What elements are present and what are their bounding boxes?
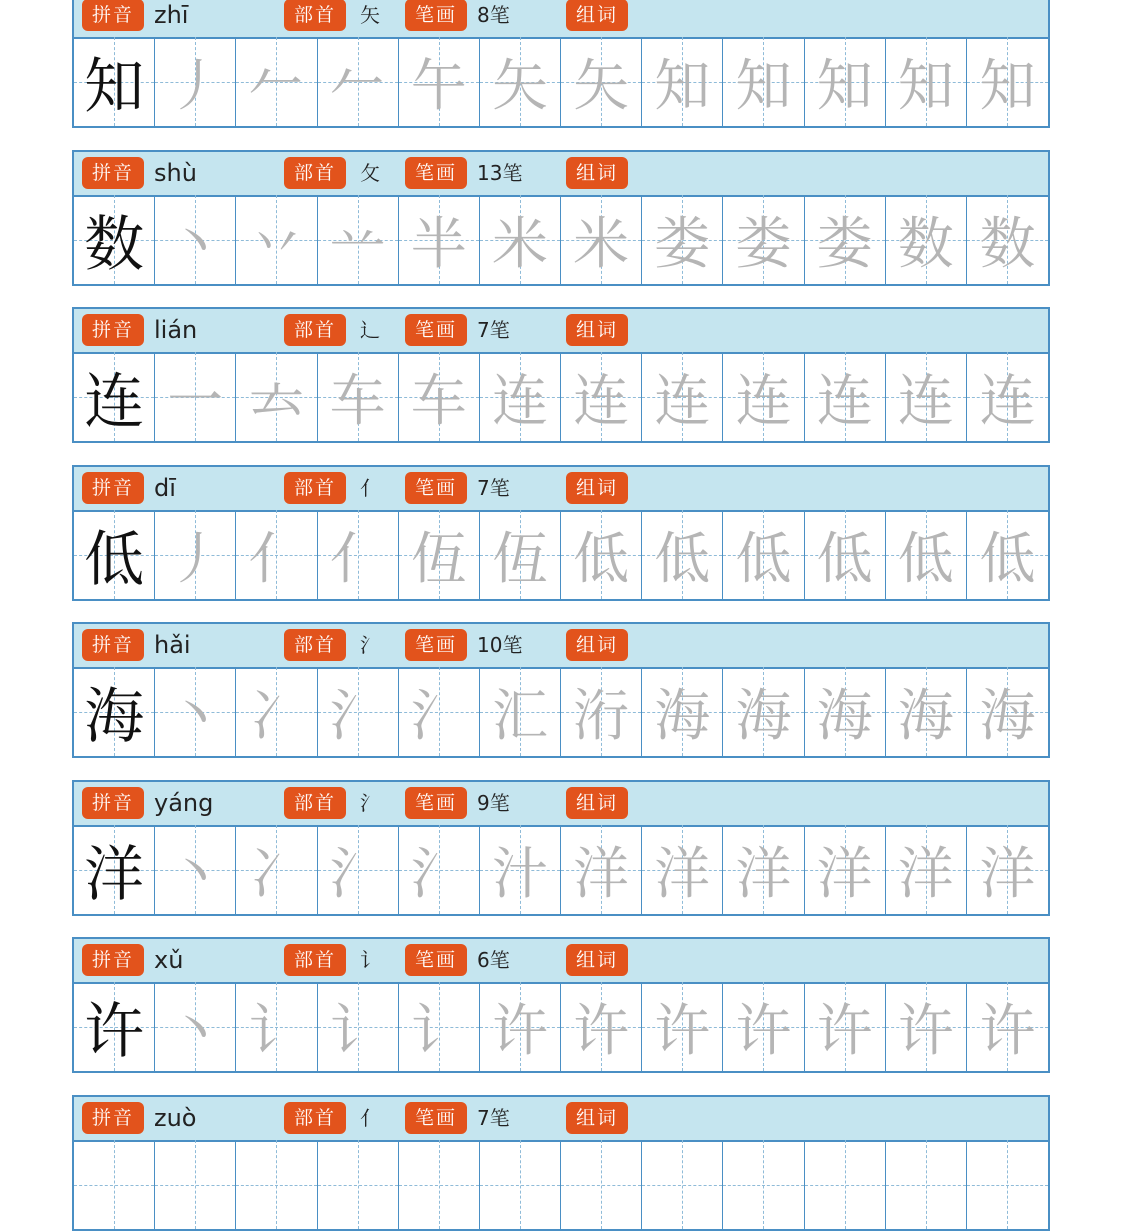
stroke-step-cell — [805, 667, 886, 756]
stroke-step-cell — [318, 195, 399, 284]
stroke-step-cell — [480, 510, 561, 599]
pinyin-tag: 拼音 — [82, 0, 144, 31]
stroke-step-cell — [886, 195, 967, 284]
main-character: 许 — [84, 996, 145, 1067]
stroke-step: 汁 — [491, 841, 548, 907]
pinyin-value: zhī — [154, 1, 189, 29]
stroke-step: 海 — [979, 683, 1036, 749]
stroke-step: 米 — [573, 211, 630, 277]
stroke-step-cell — [399, 37, 480, 126]
strokes-tag: 笔画 — [405, 1102, 467, 1134]
stroke-step-cell — [399, 825, 480, 914]
stroke-step-cell — [480, 825, 561, 914]
pinyin-value: hǎi — [154, 631, 191, 659]
character-block — [72, 622, 1050, 758]
stroke-step: 连 — [491, 368, 548, 434]
words-tag: 组词 — [566, 314, 628, 346]
stroke-step-cell — [318, 982, 399, 1071]
stroke-step: 丶 — [167, 211, 224, 277]
stroke-step: 讠 — [329, 998, 386, 1064]
stroke-step-cell — [805, 982, 886, 1071]
stroke-step: 𠂉 — [329, 53, 386, 119]
stroke-step-cell — [155, 37, 236, 126]
pinyin-tag: 拼音 — [82, 314, 144, 346]
stroke-step-cell — [236, 1140, 317, 1229]
character-block — [72, 780, 1050, 916]
strokes-value: 10笔 — [477, 633, 523, 657]
stroke-step: 亻 — [329, 526, 386, 592]
main-character: 洋 — [84, 839, 145, 910]
stroke-step: 𠫓 — [248, 368, 305, 434]
pinyin-value: lián — [154, 316, 198, 344]
radical-value: 攵 — [360, 161, 380, 185]
words-tag: 组词 — [566, 944, 628, 976]
stroke-step: 洋 — [816, 841, 873, 907]
stroke-step-cell — [236, 982, 317, 1071]
main-character-cell — [74, 37, 155, 126]
stroke-step-cell — [967, 37, 1048, 126]
words-tag: 组词 — [566, 787, 628, 819]
main-character: 知 — [84, 51, 145, 122]
stroke-step-cell — [561, 1140, 642, 1229]
stroke-step-cell — [236, 352, 317, 441]
block-header — [74, 782, 1048, 827]
stroke-step-cell — [723, 825, 804, 914]
radical-value: 矢 — [360, 3, 380, 27]
practice-grid — [74, 982, 1048, 1071]
stroke-step-cell — [723, 37, 804, 126]
stroke-step: 米 — [491, 211, 548, 277]
stroke-step: 连 — [897, 368, 954, 434]
stroke-step: 冫 — [248, 841, 305, 907]
stroke-step: 矢 — [573, 53, 630, 119]
strokes-tag: 笔画 — [405, 629, 467, 661]
stroke-step-cell — [805, 195, 886, 284]
stroke-step-cell — [886, 1140, 967, 1229]
pinyin-value: dī — [154, 474, 176, 502]
stroke-step-cell — [723, 510, 804, 599]
block-header — [74, 467, 1048, 512]
strokes-tag: 笔画 — [405, 0, 467, 31]
stroke-step-cell — [967, 825, 1048, 914]
stroke-step: 连 — [573, 368, 630, 434]
stroke-step: 数 — [897, 211, 954, 277]
stroke-step-cell — [399, 352, 480, 441]
stroke-step: 氵 — [329, 683, 386, 749]
strokes-value: 7笔 — [477, 476, 510, 500]
pinyin-tag: 拼音 — [82, 472, 144, 504]
stroke-step: 氵 — [410, 683, 467, 749]
stroke-step-cell — [155, 667, 236, 756]
words-tag: 组词 — [566, 629, 628, 661]
stroke-step-cell — [805, 352, 886, 441]
stroke-step-cell — [236, 37, 317, 126]
words-tag: 组词 — [566, 1102, 628, 1134]
main-character-cell — [74, 352, 155, 441]
stroke-step-cell — [155, 352, 236, 441]
stroke-step-cell — [399, 195, 480, 284]
stroke-step: 丶 — [167, 841, 224, 907]
stroke-step: 半 — [410, 211, 467, 277]
strokes-tag: 笔画 — [405, 472, 467, 504]
stroke-step-cell — [399, 1140, 480, 1229]
practice-grid — [74, 195, 1048, 284]
character-block — [72, 150, 1050, 286]
stroke-step: 亻 — [248, 526, 305, 592]
stroke-step-cell — [805, 37, 886, 126]
stroke-step: 海 — [735, 683, 792, 749]
stroke-step: 丿 — [167, 526, 224, 592]
stroke-step-cell — [318, 667, 399, 756]
stroke-step: 洐 — [573, 683, 630, 749]
radical-value: 亻 — [360, 476, 380, 500]
block-header — [74, 309, 1048, 354]
stroke-step-cell — [642, 667, 723, 756]
main-character-cell — [74, 510, 155, 599]
stroke-step: 娄 — [816, 211, 873, 277]
stroke-step: 低 — [654, 526, 711, 592]
stroke-step: 洋 — [735, 841, 792, 907]
radical-value: 亻 — [360, 1106, 380, 1130]
radical-tag: 部首 — [284, 472, 346, 504]
stroke-step-cell — [642, 352, 723, 441]
stroke-step: 低 — [816, 526, 873, 592]
main-character-cell — [74, 195, 155, 284]
stroke-step: 数 — [979, 211, 1036, 277]
stroke-step-cell — [318, 510, 399, 599]
stroke-step-cell — [561, 982, 642, 1071]
stroke-step: 低 — [573, 526, 630, 592]
character-block — [72, 1095, 1050, 1231]
stroke-step-cell — [886, 982, 967, 1071]
stroke-step-cell — [967, 510, 1048, 599]
stroke-step: 海 — [816, 683, 873, 749]
stroke-step: 车 — [329, 368, 386, 434]
practice-grid — [74, 825, 1048, 914]
radical-tag: 部首 — [284, 944, 346, 976]
stroke-step: 洋 — [897, 841, 954, 907]
stroke-step: 连 — [816, 368, 873, 434]
stroke-step: 丿 — [167, 53, 224, 119]
radical-tag: 部首 — [284, 157, 346, 189]
stroke-step: 许 — [654, 998, 711, 1064]
stroke-step-cell — [318, 1140, 399, 1229]
stroke-step-cell — [642, 982, 723, 1071]
pinyin-value: zuò — [154, 1104, 197, 1132]
stroke-step-cell — [723, 667, 804, 756]
stroke-step: 许 — [816, 998, 873, 1064]
pinyin-value: xǔ — [154, 946, 184, 974]
stroke-step-cell — [967, 195, 1048, 284]
stroke-step-cell — [318, 37, 399, 126]
block-header — [74, 939, 1048, 984]
stroke-step-cell — [480, 667, 561, 756]
strokes-value: 13笔 — [477, 161, 523, 185]
stroke-step: 氵 — [410, 841, 467, 907]
strokes-tag: 笔画 — [405, 787, 467, 819]
strokes-tag: 笔画 — [405, 157, 467, 189]
radical-tag: 部首 — [284, 0, 346, 31]
stroke-step-cell — [967, 352, 1048, 441]
strokes-value: 6笔 — [477, 948, 510, 972]
stroke-step-cell — [805, 510, 886, 599]
stroke-step-cell — [155, 510, 236, 599]
stroke-step: 娄 — [735, 211, 792, 277]
stroke-step: 低 — [979, 526, 1036, 592]
character-block — [72, 937, 1050, 1073]
stroke-step: 午 — [410, 53, 467, 119]
stroke-step: 许 — [897, 998, 954, 1064]
block-header — [74, 0, 1048, 39]
stroke-step: 知 — [897, 53, 954, 119]
pinyin-value: shù — [154, 159, 197, 187]
stroke-step: 知 — [654, 53, 711, 119]
radical-tag: 部首 — [284, 629, 346, 661]
words-tag: 组词 — [566, 472, 628, 504]
stroke-step-cell — [723, 352, 804, 441]
stroke-step-cell — [480, 37, 561, 126]
stroke-step: 车 — [410, 368, 467, 434]
stroke-step: 低 — [897, 526, 954, 592]
stroke-step-cell — [155, 1140, 236, 1229]
practice-grid — [74, 37, 1048, 126]
radical-value: 辶 — [360, 318, 380, 342]
stroke-step: 丶 — [167, 683, 224, 749]
stroke-step-cell — [561, 352, 642, 441]
stroke-step-cell — [805, 825, 886, 914]
radical-tag: 部首 — [284, 314, 346, 346]
stroke-step-cell — [642, 37, 723, 126]
practice-grid — [74, 352, 1048, 441]
stroke-step: 洋 — [573, 841, 630, 907]
stroke-step-cell — [236, 510, 317, 599]
stroke-step-cell — [967, 1140, 1048, 1229]
main-character: 连 — [84, 366, 145, 437]
stroke-step: 仾 — [410, 526, 467, 592]
strokes-value: 9笔 — [477, 791, 510, 815]
stroke-step-cell — [642, 1140, 723, 1229]
stroke-step-cell — [886, 352, 967, 441]
pinyin-tag: 拼音 — [82, 1102, 144, 1134]
stroke-step-cell — [561, 195, 642, 284]
stroke-step: 连 — [654, 368, 711, 434]
strokes-tag: 笔画 — [405, 944, 467, 976]
pinyin-tag: 拼音 — [82, 787, 144, 819]
words-tag: 组词 — [566, 157, 628, 189]
stroke-step-cell — [155, 195, 236, 284]
stroke-step-cell — [480, 1140, 561, 1229]
stroke-step-cell — [561, 37, 642, 126]
main-character-cell — [74, 667, 155, 756]
stroke-step: 连 — [979, 368, 1036, 434]
block-header — [74, 152, 1048, 197]
stroke-step: 讠 — [248, 998, 305, 1064]
pinyin-tag: 拼音 — [82, 157, 144, 189]
stroke-step: 低 — [735, 526, 792, 592]
character-block — [72, 307, 1050, 443]
strokes-value: 7笔 — [477, 1106, 510, 1130]
pinyin-value: yáng — [154, 789, 214, 817]
strokes-value: 8笔 — [477, 3, 510, 27]
stroke-step-cell — [236, 195, 317, 284]
radical-tag: 部首 — [284, 1102, 346, 1134]
stroke-step: 娄 — [654, 211, 711, 277]
main-character: 海 — [84, 681, 145, 752]
stroke-step-cell — [723, 1140, 804, 1229]
radical-tag: 部首 — [284, 787, 346, 819]
stroke-step-cell — [886, 37, 967, 126]
stroke-step-cell — [480, 352, 561, 441]
stroke-step-cell — [967, 982, 1048, 1071]
stroke-step: 丶 — [167, 998, 224, 1064]
radical-value: 讠 — [360, 948, 380, 972]
stroke-step: 氵 — [329, 841, 386, 907]
stroke-step: 洋 — [654, 841, 711, 907]
block-header — [74, 1097, 1048, 1142]
stroke-step: 知 — [979, 53, 1036, 119]
stroke-step: 汇 — [491, 683, 548, 749]
stroke-step-cell — [561, 825, 642, 914]
stroke-step-cell — [236, 825, 317, 914]
stroke-step: 知 — [816, 53, 873, 119]
pinyin-tag: 拼音 — [82, 944, 144, 976]
stroke-step-cell — [399, 510, 480, 599]
stroke-step-cell — [723, 195, 804, 284]
stroke-step: 讠 — [410, 998, 467, 1064]
stroke-step-cell — [561, 510, 642, 599]
stroke-step: 矢 — [491, 53, 548, 119]
radical-value: 氵 — [360, 633, 380, 657]
stroke-step: 海 — [897, 683, 954, 749]
stroke-step-cell — [886, 825, 967, 914]
stroke-step: 䒑 — [329, 211, 386, 277]
stroke-step-cell — [561, 667, 642, 756]
stroke-step-cell — [642, 825, 723, 914]
stroke-step-cell — [642, 195, 723, 284]
stroke-step-cell — [886, 667, 967, 756]
stroke-step: 仾 — [491, 526, 548, 592]
stroke-step: 冫 — [248, 683, 305, 749]
radical-value: 氵 — [360, 791, 380, 815]
words-tag: 组词 — [566, 0, 628, 31]
stroke-step-cell — [967, 667, 1048, 756]
stroke-step: 连 — [735, 368, 792, 434]
stroke-step-cell — [480, 195, 561, 284]
stroke-step: 海 — [654, 683, 711, 749]
stroke-step: 𠂉 — [248, 53, 305, 119]
stroke-step: 丷 — [248, 211, 305, 277]
stroke-step-cell — [480, 982, 561, 1071]
stroke-step-cell — [318, 825, 399, 914]
practice-grid — [74, 667, 1048, 756]
stroke-step: 许 — [491, 998, 548, 1064]
strokes-tag: 笔画 — [405, 314, 467, 346]
strokes-value: 7笔 — [477, 318, 510, 342]
stroke-step-cell — [399, 982, 480, 1071]
pinyin-tag: 拼音 — [82, 629, 144, 661]
stroke-step: 许 — [573, 998, 630, 1064]
stroke-step-cell — [155, 825, 236, 914]
stroke-step: 许 — [735, 998, 792, 1064]
stroke-step-cell — [318, 352, 399, 441]
main-character-cell — [74, 825, 155, 914]
stroke-step: 洋 — [979, 841, 1036, 907]
character-block — [72, 0, 1050, 128]
practice-grid — [74, 510, 1048, 599]
block-header — [74, 624, 1048, 669]
character-block — [72, 465, 1050, 601]
stroke-step: 知 — [735, 53, 792, 119]
practice-grid — [74, 1140, 1048, 1229]
stroke-step-cell — [236, 667, 317, 756]
stroke-step-cell — [155, 982, 236, 1071]
stroke-step-cell — [399, 667, 480, 756]
main-character: 低 — [84, 524, 145, 595]
stroke-step: 许 — [979, 998, 1036, 1064]
stroke-step-cell — [642, 510, 723, 599]
main-character: 数 — [84, 209, 145, 280]
main-character-cell — [74, 1140, 155, 1229]
stroke-step-cell — [723, 982, 804, 1071]
main-character-cell — [74, 982, 155, 1071]
stroke-step: 一 — [167, 368, 224, 434]
stroke-step-cell — [886, 510, 967, 599]
stroke-step-cell — [805, 1140, 886, 1229]
